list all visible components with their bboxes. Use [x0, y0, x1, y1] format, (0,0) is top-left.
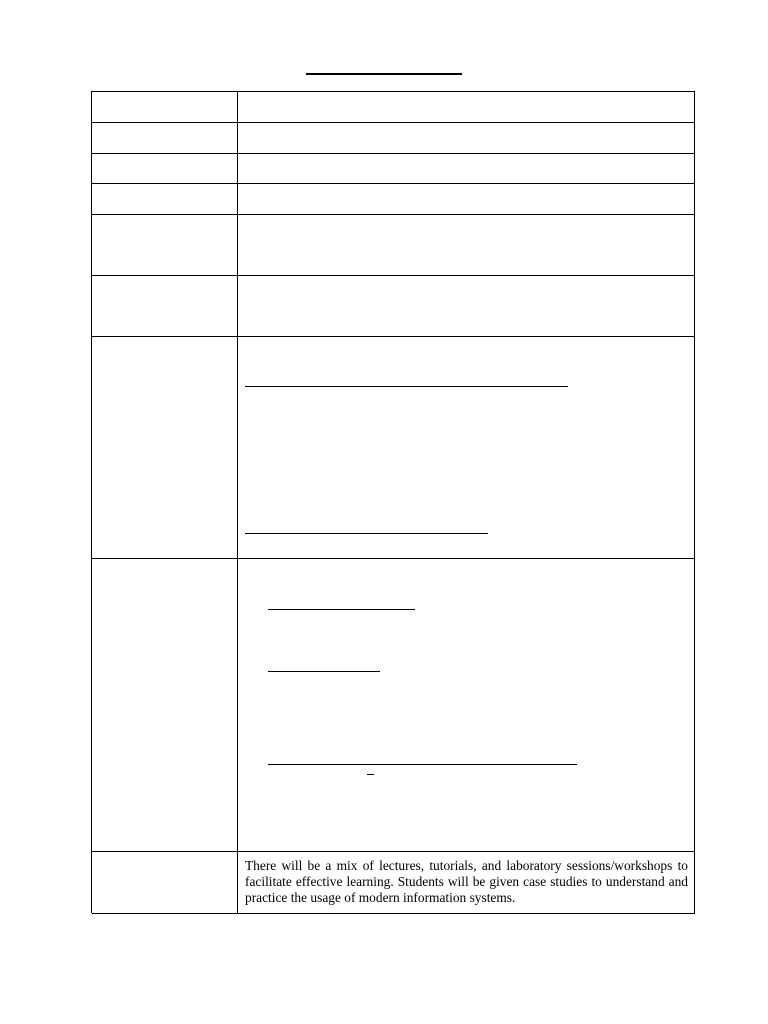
value-cell: [238, 92, 694, 122]
label-cell: [92, 559, 238, 851]
table-row: [92, 215, 695, 276]
label-cell: [92, 184, 238, 214]
table-row: [92, 559, 695, 852]
value-cell: [238, 852, 694, 913]
section-heading-underline: [245, 533, 488, 534]
title-underline: [306, 73, 462, 75]
label-cell: [92, 154, 238, 183]
table-row: [92, 92, 695, 123]
label-cell: [92, 123, 238, 153]
table-row: [92, 123, 695, 154]
value-cell: [238, 559, 694, 851]
underline-mark: [367, 774, 374, 775]
value-cell: [238, 154, 694, 183]
table-row: [92, 276, 695, 337]
label-cell: [92, 852, 238, 913]
value-cell: [238, 337, 694, 558]
table-row: [92, 852, 695, 914]
table-row: [92, 184, 695, 215]
label-cell: [92, 337, 238, 558]
value-cell: [238, 215, 694, 275]
value-cell: [238, 184, 694, 214]
value-cell: [238, 123, 694, 153]
value-cell: [238, 276, 694, 336]
delivery-description: There will be a mix of lectures, tutorials, and laboratory sessions/workshops to facilitate effective learning. Students will be given case studies to understand and practice the usage of modern information systems.: [245, 858, 688, 905]
subheading-underline: [268, 764, 577, 765]
section-heading-underline: [245, 386, 568, 387]
label-cell: [92, 276, 238, 336]
label-cell: [92, 92, 238, 122]
table-row: [92, 154, 695, 184]
course-form-table: [91, 91, 695, 913]
label-cell: [92, 215, 238, 275]
subheading-underline: [268, 609, 415, 610]
subheading-underline: [268, 671, 380, 672]
table-row: [92, 337, 695, 559]
